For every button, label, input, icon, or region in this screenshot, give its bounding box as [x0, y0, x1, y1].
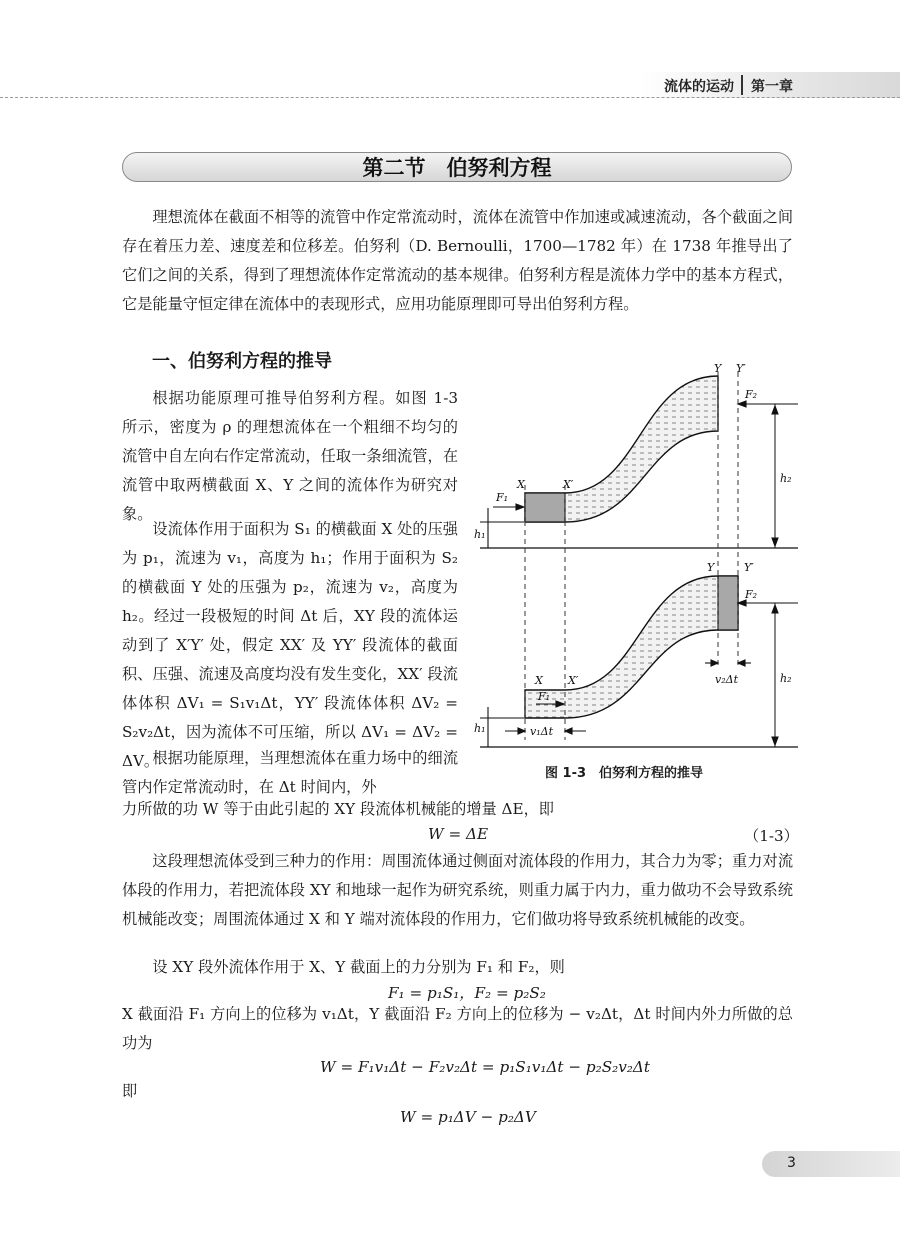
bernoulli-figure — [470, 360, 800, 760]
paragraph-1: 根据功能原理可推导伯努利方程。如图 1-3 所示，密度为 ρ 的理想流体在一个粗细不均匀的流管中自左向右作定常流动，任取一条细流管，在流管中取两横截面 X、Y 之间的流体作为研究对象。 — [122, 389, 458, 523]
paragraph-4: 这段理想流体受到三种力的作用：周围流体通过侧面对流体段的作用力，其合力为零；重力对流体段的作用力，若把流体段 XY 和地球一起作为研究系统，则重力属于内力，重力做功不会导致系统机械能改变；周围流体通过 X 和 Y 端对流体段的作用力，它们做功将导致系统机械能的改变。 — [122, 852, 793, 928]
paragraph-6: X 截面沿 F₁ 方向上的位移为 v₁Δt，Y 截面沿 F₂ 方向上的位移为 − v₂Δt，Δt 时间内外力所做的总功为 — [122, 1005, 793, 1052]
label-v1dt: v₁Δt — [530, 725, 553, 738]
label-xp-upper: X′ — [563, 478, 574, 491]
lower-yy-segment — [718, 576, 738, 630]
equation-4: W = p₁ΔV − p₂ΔV — [400, 1108, 536, 1126]
header-topic: 流体的运动 — [664, 79, 734, 95]
label-yp-upper: Y′ — [736, 362, 746, 375]
label-x-lower: X — [535, 674, 543, 687]
intro-paragraph: 理想流体在截面不相等的流管中作定常流动时，流体在流管中作加速或减速流动，各个截面之间存在着压力差、速度差和位移差。伯努利（D. Bernoulli，1700—1782 年）在 1738 年推导出了它们之间的关系，得到了理想流体作定常流动的基本规律。伯努利方程是流体力学中的基本方程式，它是能量守恒定律在流体中的表现形式，应用功能原理即可导出伯努利方程。 — [122, 208, 793, 313]
paragraph-5: 设 XY 段外流体作用于 X、Y 截面上的力分别为 F₁ 和 F₂，则 — [152, 958, 565, 976]
subsection-title: 一、伯努利方程的推导 — [152, 351, 332, 372]
paragraph-3b: 力所做的功 W 等于由此引起的 XY 段流体机械能的增量 ΔE，即 — [122, 800, 554, 818]
page-number: 3 — [787, 1155, 796, 1171]
label-x-upper: X — [517, 478, 525, 491]
label-f2-lower: F₂ — [745, 588, 758, 601]
label-f1-lower: F₁ — [538, 690, 551, 703]
label-y-lower: Y — [707, 561, 715, 574]
equation-3: W = F₁v₁Δt − F₂v₂Δt = p₁S₁v₁Δt − p₂S₂v₂Δt — [320, 1058, 650, 1076]
header-separator — [741, 75, 743, 95]
label-f2-upper: F₂ — [745, 388, 758, 401]
header-rule — [0, 97, 900, 98]
equation-1-number: （1-3） — [744, 827, 799, 845]
label-h1-lower: h₁ — [474, 722, 486, 735]
page-number-band — [762, 1151, 900, 1177]
label-v2dt: v₂Δt — [715, 673, 738, 686]
lower-tube — [525, 576, 738, 718]
label-h2-upper: h₂ — [780, 472, 792, 485]
header-chapter: 第一章 — [751, 79, 793, 95]
label-y-upper: Y — [714, 362, 722, 375]
paragraph-7: 即 — [122, 1082, 138, 1100]
equation-2: F₁ = p₁S₁，F₂ = p₂S₂ — [388, 984, 546, 1002]
equation-1: W = ΔE — [428, 825, 489, 843]
label-f1-upper: F₁ — [496, 491, 509, 504]
section-title: 第二节 伯努利方程 — [122, 152, 792, 182]
figure-caption: 图 1-3 伯努利方程的推导 — [545, 766, 704, 781]
upper-xx-segment — [525, 493, 565, 522]
paragraph-2: 设流体作用于面积为 S₁ 的横截面 X 处的压强为 p₁，流速为 v₁，高度为 h₁；作用于面积为 S₂ 的横截面 Y 处的压强为 p₂，流速为 v₂，高度为 h₂。经过一段极短的时间 Δt 后，XY 段的流体运动到了 X′Y′ 处，假定 XX′ 及 YY′ 段流体的截面积、压强、流速及高度均没有发生变化，XX′ 段流体体积 ΔV₁ = S₁v₁Δt，YY′ 段流体体积 ΔV₂ = S₂v₂Δt，因为流体不可压缩，所以 ΔV₁ = ΔV₂ = ΔV。 — [122, 520, 458, 770]
paragraph-3a: 根据功能原理，当理想流体在重力场中的细流管内作定常流动时，在 Δt 时间内，外 — [122, 749, 458, 796]
label-h1-upper: h₁ — [474, 528, 486, 541]
label-h2-lower: h₂ — [780, 672, 792, 685]
label-xp-lower: X′ — [568, 674, 579, 687]
label-yp-lower: Y′ — [744, 561, 754, 574]
